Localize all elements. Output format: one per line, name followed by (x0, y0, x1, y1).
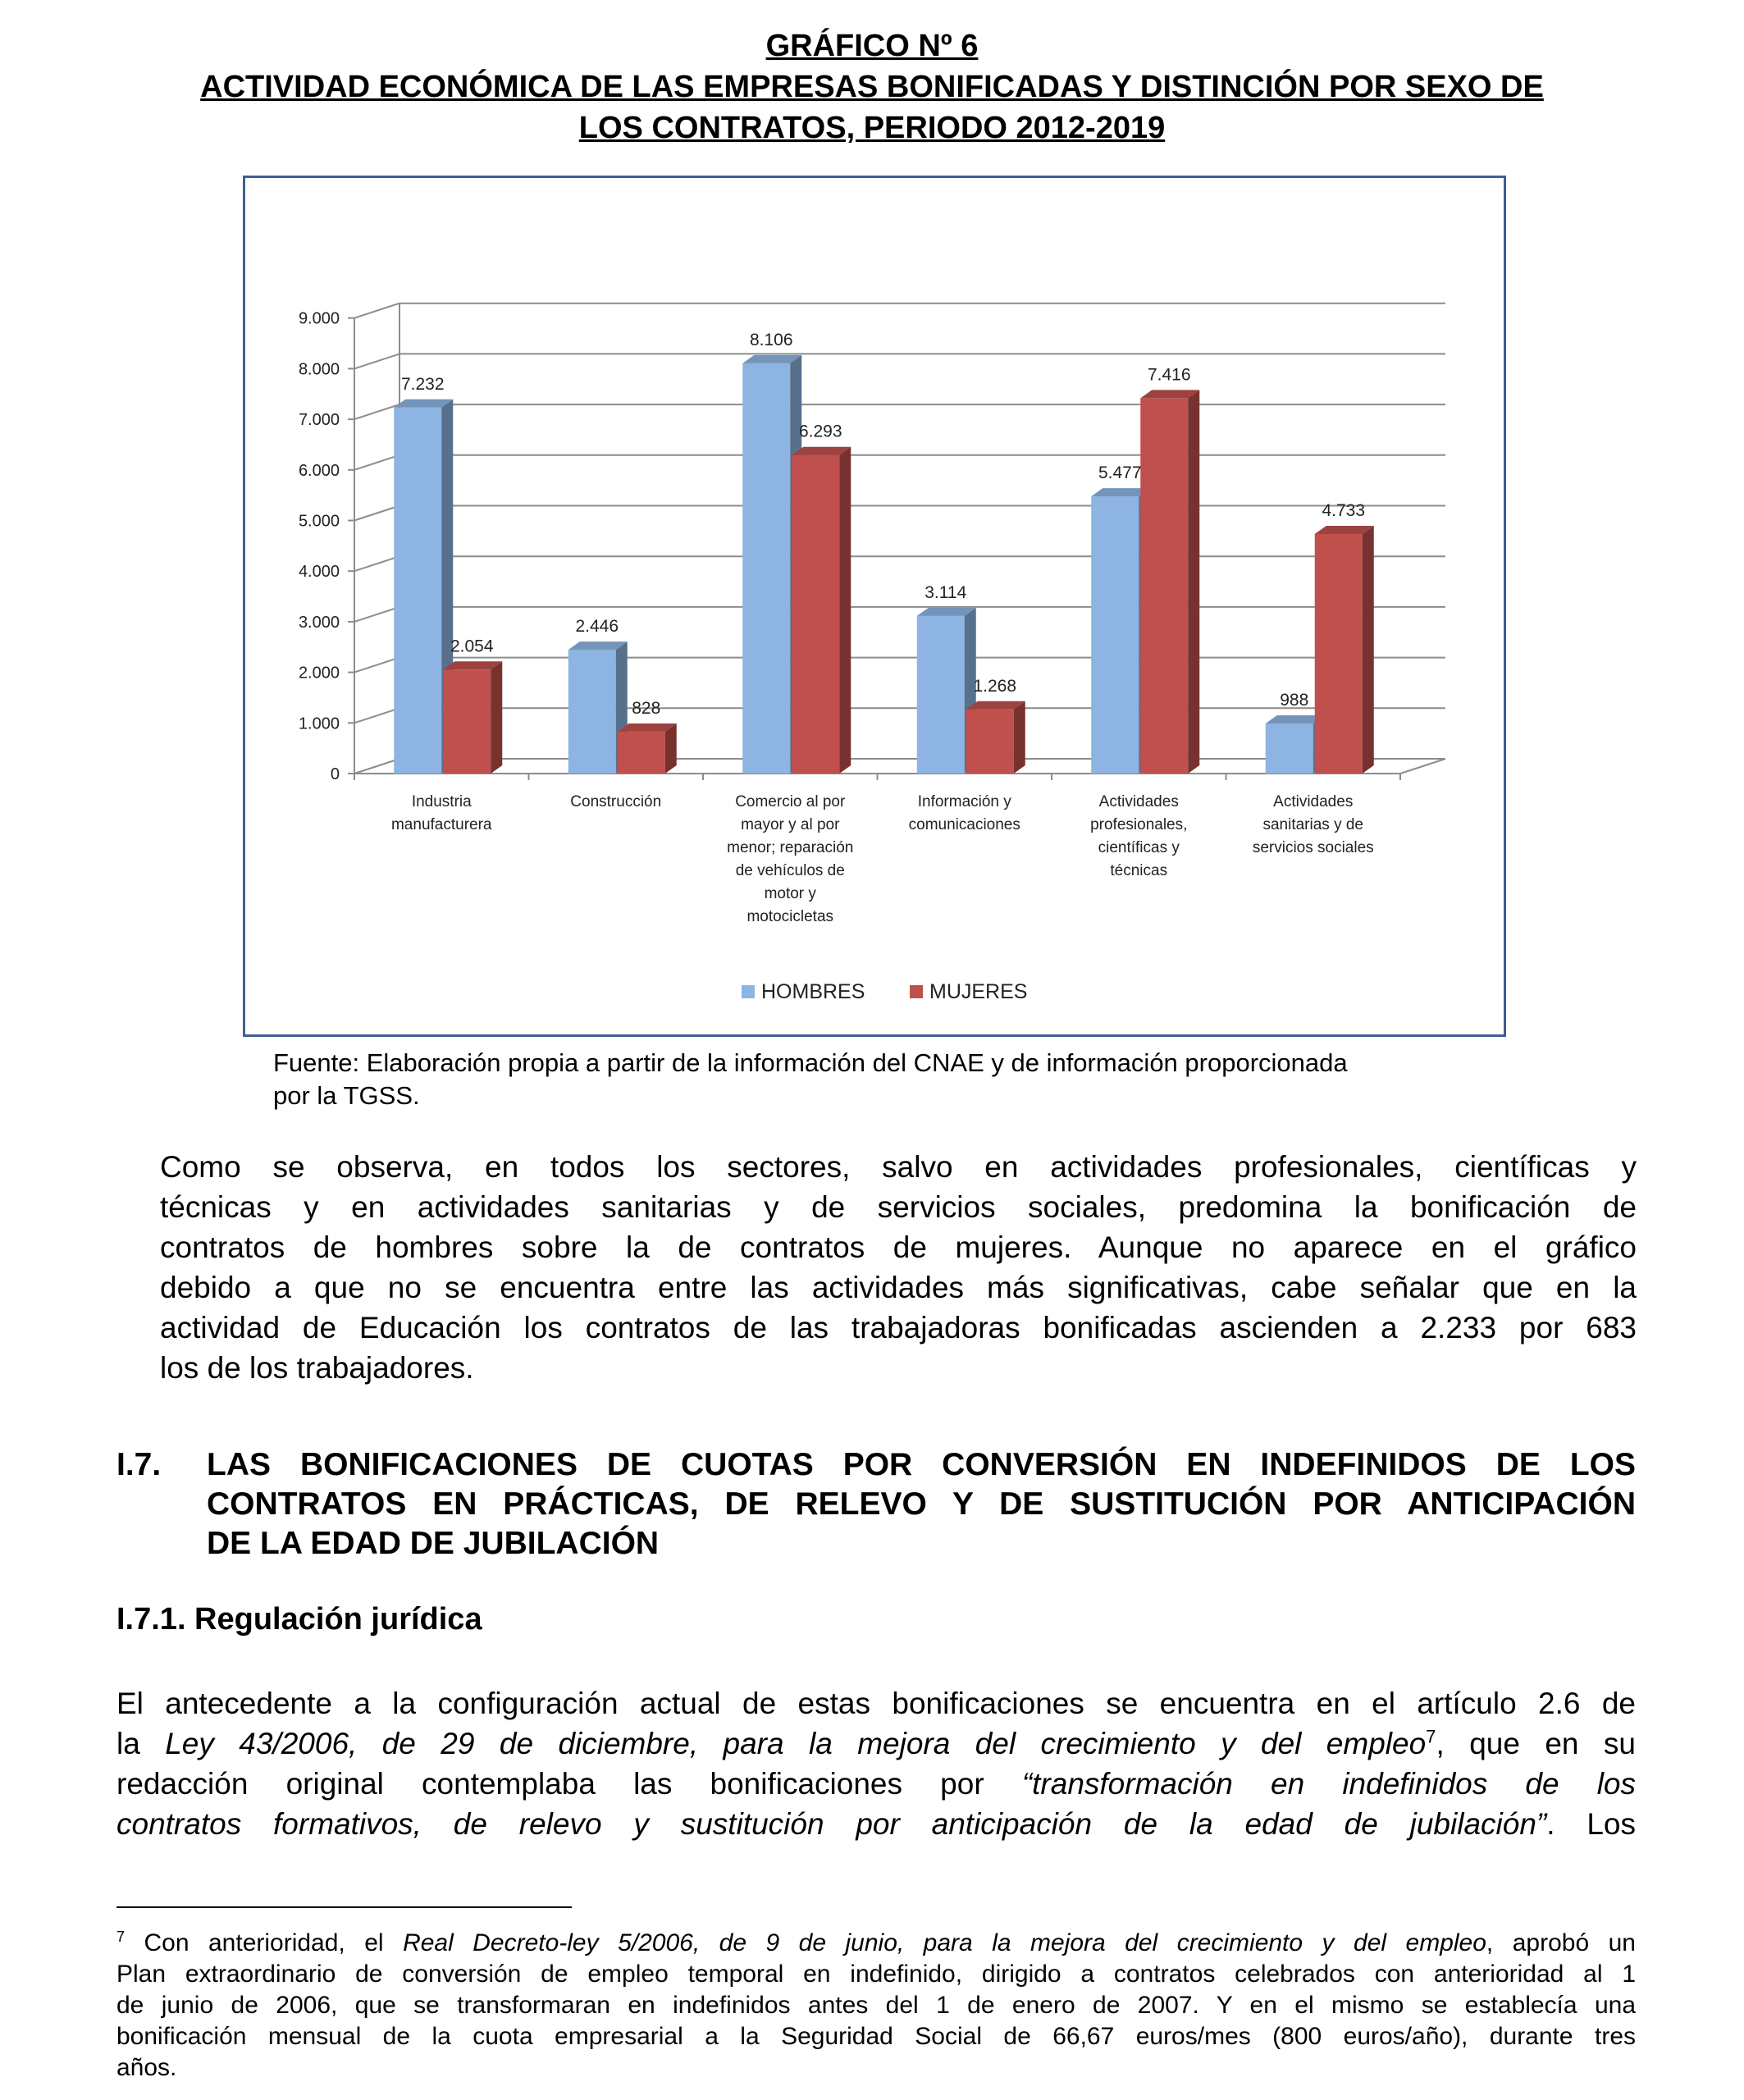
bar-side (1014, 701, 1025, 774)
category-label-line: Actividades (1273, 793, 1354, 810)
chart-title-line-1: ACTIVIDAD ECONÓMICA DE LAS EMPRESAS BONIFICADAS Y DISTINCIÓN POR SEXO DE (200, 70, 1544, 104)
footnote-line: bonificación mensual de la cuota empresarial a la Seguridad Social de 66,67 euros/mes (800 euros/año), durante tres (116, 2023, 1636, 2050)
category-label (1090, 793, 1187, 879)
bar-mujeres (792, 455, 839, 774)
category-label (1253, 793, 1374, 856)
bar-mujeres (443, 669, 491, 774)
y-tick-label: 4.000 (298, 563, 340, 582)
footnote-text: , aprobó un (1486, 1929, 1636, 1956)
data-label: 2.054 (450, 637, 494, 656)
y-tick-label: 9.000 (298, 309, 340, 328)
data-label: 5.477 (1098, 463, 1142, 483)
category-label-line: Información y (917, 793, 1011, 810)
footnote-marker: 7 (116, 1929, 126, 1945)
y-tick-label: 7.000 (298, 411, 340, 430)
data-label: 7.416 (1147, 365, 1191, 385)
bar-side (665, 724, 677, 774)
legend-label: HOMBRES (761, 980, 865, 1003)
paragraph-line: Como se observa, en todos los sectores, salvo en actividades profesionales, científicas y (160, 1150, 1637, 1184)
data-label: 1.268 (973, 676, 1017, 696)
category-label (391, 793, 492, 833)
legend-swatch (742, 985, 755, 998)
body-text: , que en su (1436, 1727, 1636, 1760)
source-line-1: Fuente: Elaboración propia a partir de la información del CNAE y de información proporcionada (273, 1048, 1348, 1077)
bar-side (1363, 526, 1374, 774)
paragraph-line: contratos de hombres sobre la de contratos de mujeres. Aunque no aparece en el gráfico (160, 1230, 1637, 1264)
bar-chart (245, 178, 1504, 1034)
category-label-line: mayor y al por (741, 816, 840, 833)
footnote-line: Plan extraordinario de conversión de empleo temporal en indefinido, dirigido a contratos celebrados con anterioridad al 1 (116, 1961, 1636, 1988)
data-label: 828 (632, 698, 661, 718)
y-tick-label: 8.000 (298, 360, 340, 379)
bar-hombres (1266, 724, 1313, 774)
y-tick-label: 0 (330, 765, 340, 783)
category-label-line: manufacturera (390, 816, 492, 833)
data-label: 4.733 (1322, 500, 1366, 520)
bar-mujeres (966, 710, 1014, 774)
footnote-separator (116, 1906, 572, 1908)
body-line (116, 1764, 1636, 1804)
legend-label: MUJERES (929, 980, 1028, 1003)
category-label-line: sanitarias y de (1262, 816, 1364, 833)
regulation-paragraph (116, 1683, 1636, 1844)
bar-hombres (394, 408, 441, 774)
section-title (207, 1445, 1636, 1564)
chart-title-line-2: LOS CONTRATOS, PERIODO 2012-2019 (578, 111, 1166, 145)
body-line (116, 1804, 1636, 1844)
body-line (116, 1723, 1636, 1764)
bar-mujeres (618, 732, 665, 774)
y-tick-label: 6.000 (298, 461, 340, 480)
bar-mujeres (1140, 398, 1188, 774)
gridline-depth (354, 404, 399, 419)
bar-hombres (1091, 496, 1139, 774)
bar-hombres (742, 363, 790, 774)
paragraph-line: debido a que no se encuentra entre las actividades más significativas, cabe señalar que en la (160, 1271, 1637, 1304)
data-label: 2.446 (575, 617, 619, 637)
category-label-line: servicios sociales (1252, 839, 1374, 856)
body-text: la (116, 1727, 166, 1760)
category-label (727, 793, 853, 925)
law-citation: Ley 43/2006, de 29 de diciembre, para la mejora del crecimiento y del empleo (165, 1727, 1427, 1760)
body-text: redacción original contemplaba las bonificaciones por (116, 1767, 1022, 1801)
data-label: 3.114 (925, 582, 967, 602)
category-label-line: Comercio al por (735, 793, 846, 810)
category-label (909, 793, 1020, 833)
body-line: El antecedente a la configuración actual de estas bonificaciones se encuentra en el artículo 2.6 de (116, 1687, 1636, 1720)
decree-citation: Real Decreto-ley 5/2006, de 9 de junio, para la mejora del crecimiento y del empleo (403, 1929, 1486, 1956)
category-label-line: comunicaciones (908, 816, 1020, 833)
category-label-line: motor y (764, 885, 816, 902)
gridline-depth (354, 354, 399, 368)
section-number: I.7. (116, 1447, 162, 1482)
bar-hombres (568, 650, 616, 774)
data-label: 988 (1280, 691, 1309, 710)
bar-side (1188, 390, 1199, 774)
category-label-line: Construcción (570, 793, 662, 810)
analysis-paragraph (160, 1147, 1637, 1388)
y-tick-label: 3.000 (298, 613, 340, 632)
y-tick-label: 1.000 (298, 714, 340, 733)
section-title-line: LAS BONIFICACIONES DE CUOTAS POR CONVERSIÓN EN INDEFINIDOS DE LOS (207, 1447, 1636, 1482)
y-tick-label: 2.000 (298, 664, 340, 682)
quoted-text: “transformación en indefinidos de los (1021, 1767, 1636, 1801)
category-label-line: menor; reparación (727, 839, 854, 856)
chart-number-heading: GRÁFICO Nº 6 (765, 29, 979, 63)
data-label: 6.293 (798, 422, 842, 441)
bar-mujeres (1315, 534, 1363, 774)
chart-frame (243, 176, 1506, 1037)
footnote-text: Con anterioridad, el (125, 1929, 404, 1956)
section-title-line: DE LA EDAD DE JUBILACIÓN (207, 1526, 660, 1561)
category-label-line: científicas y (1098, 839, 1180, 856)
footnote-line (116, 1928, 1636, 1959)
gridline-depth (354, 556, 399, 571)
source-line-2: por la TGSS. (273, 1081, 420, 1110)
data-label: 8.106 (749, 330, 793, 349)
gridline-depth (354, 759, 399, 774)
category-label (570, 793, 661, 810)
data-label: 7.232 (400, 374, 445, 394)
paragraph-line: los de los trabajadores. (160, 1351, 474, 1385)
bar-side (491, 661, 502, 774)
legend-swatch (910, 985, 923, 998)
category-label-line: Actividades (1098, 793, 1179, 810)
footnote (116, 1928, 1636, 2084)
gridline-depth (354, 607, 399, 622)
gridline-depth (354, 455, 399, 470)
gridline-depth (354, 708, 399, 723)
paragraph-line: técnicas y en actividades sanitarias y de servicios sociales, predomina la bonificación de (160, 1190, 1637, 1224)
category-label-line: motocicletas (746, 908, 834, 925)
bar-hombres (917, 616, 965, 774)
subsection-title: I.7.1. Regulación jurídica (116, 1602, 482, 1637)
category-label-line: Industria (411, 793, 472, 810)
gridline-depth (354, 304, 399, 318)
bar-side (839, 447, 851, 774)
section-title-line: CONTRATOS EN PRÁCTICAS, DE RELEVO Y DE SUSTITUCIÓN POR ANTICIPACIÓN (207, 1486, 1636, 1522)
chart-source (273, 1047, 1520, 1112)
footnote-line: años. (116, 2054, 177, 2081)
category-label-line: profesionales, (1090, 816, 1188, 833)
category-label-line: de vehículos de (735, 862, 845, 879)
category-label-line: técnicas (1110, 862, 1168, 879)
floor-edge (1400, 759, 1445, 774)
footnote-ref[interactable]: 7 (1426, 1726, 1436, 1747)
quoted-text: contratos formativos, de relevo y sustitución por anticipación de la edad de jubilación” (116, 1807, 1547, 1841)
paragraph-line: actividad de Educación los contratos de las trabajadoras bonificadas ascienden a 2.233 por 683 (160, 1311, 1637, 1344)
footnote-line: de junio de 2006, que se transformaran en indefinidos antes del 1 de enero de 2007. Y en el mismo se establecía una (116, 1992, 1636, 2019)
y-tick-label: 5.000 (298, 512, 340, 531)
body-text: . Los (1546, 1807, 1636, 1841)
gridline-depth (354, 506, 399, 521)
gridline-depth (354, 658, 399, 673)
